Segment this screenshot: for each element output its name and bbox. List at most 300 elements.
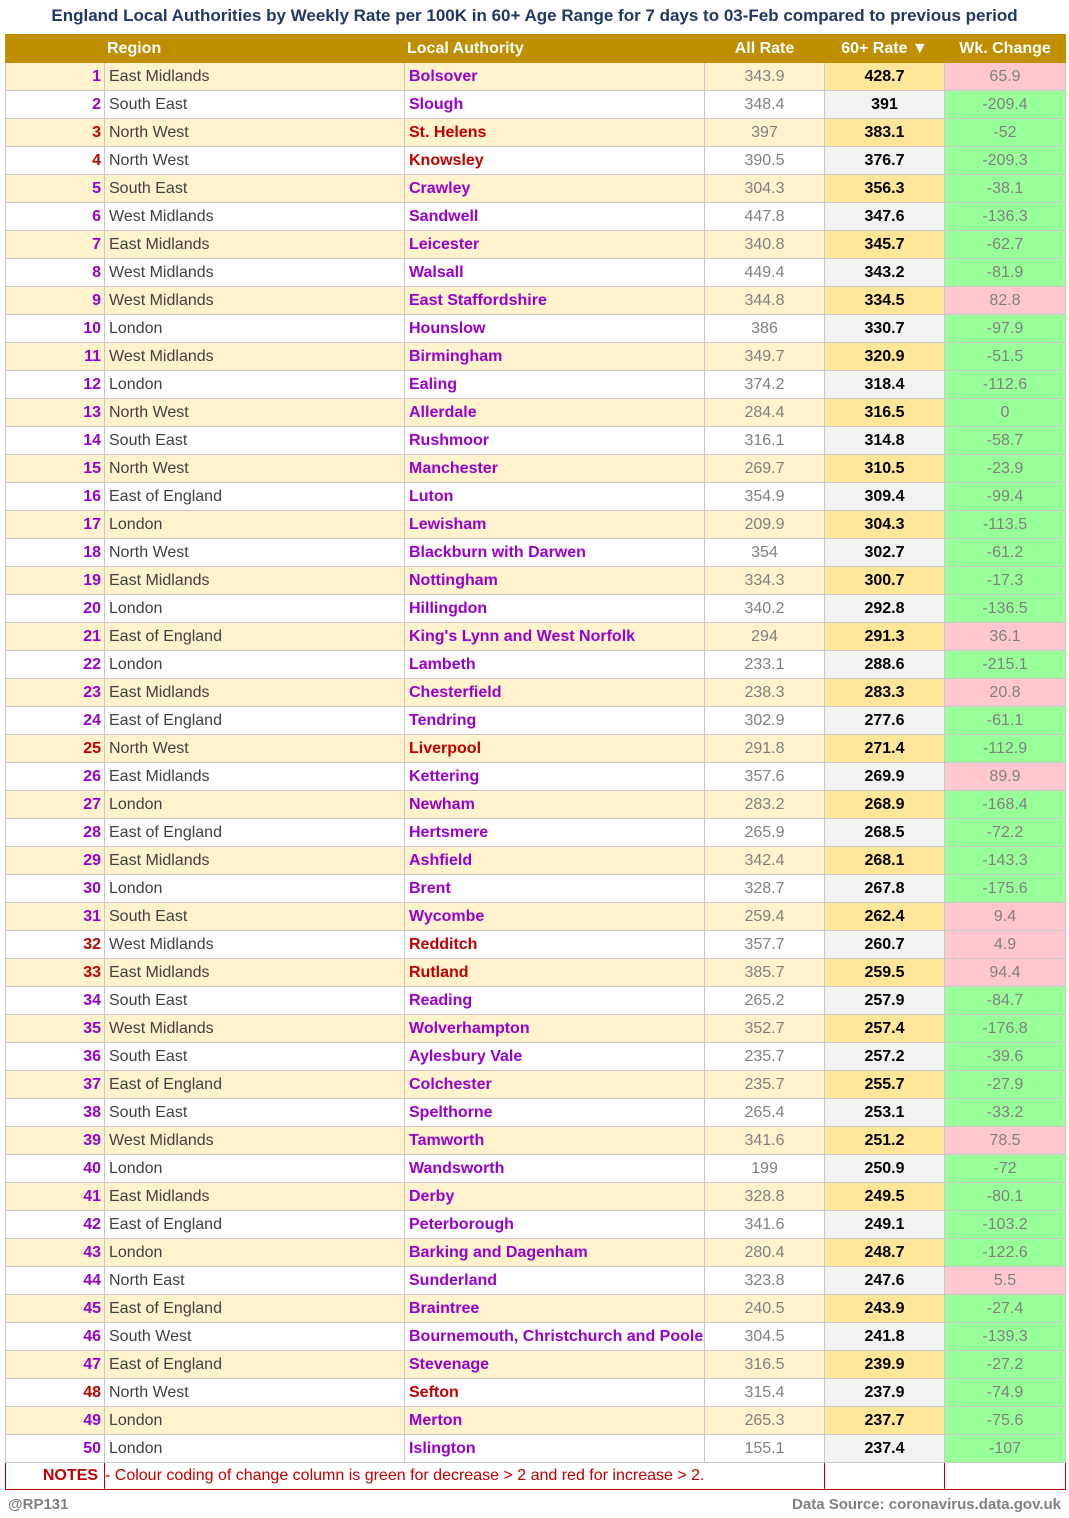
rate-60plus-cell: 428.7 — [825, 63, 945, 91]
table-row — [6, 595, 1066, 623]
weekly-change-cell: 20.8 — [945, 679, 1066, 707]
rate-60plus-cell: 310.5 — [825, 455, 945, 483]
all-rate-cell: 340.2 — [705, 595, 825, 623]
weekly-change-cell: 36.1 — [945, 623, 1066, 651]
local-authority-cell: Knowsley — [405, 147, 705, 175]
rank-cell: 33 — [6, 959, 105, 987]
rate-60plus-cell: 250.9 — [825, 1155, 945, 1183]
weekly-change-cell: -176.8 — [945, 1015, 1066, 1043]
rank-cell: 43 — [6, 1239, 105, 1267]
region-cell: East Midlands — [105, 63, 405, 91]
local-authority-cell: Ealing — [405, 371, 705, 399]
region-cell: East of England — [105, 1071, 405, 1099]
rank-cell: 39 — [6, 1127, 105, 1155]
rate-60plus-cell: 269.9 — [825, 763, 945, 791]
table-row — [6, 1435, 1066, 1463]
all-rate-cell: 349.7 — [705, 343, 825, 371]
all-rate-cell: 304.3 — [705, 175, 825, 203]
table-row — [6, 399, 1066, 427]
weekly-change-cell: -209.3 — [945, 147, 1066, 175]
all-rate-cell: 340.8 — [705, 231, 825, 259]
weekly-change-cell: -75.6 — [945, 1407, 1066, 1435]
weekly-change-cell: -39.6 — [945, 1043, 1066, 1071]
all-rate-cell: 283.2 — [705, 791, 825, 819]
table-row — [6, 1183, 1066, 1211]
all-rate-cell: 357.6 — [705, 763, 825, 791]
table-row — [6, 511, 1066, 539]
table-row — [6, 819, 1066, 847]
local-authority-cell: Leicester — [405, 231, 705, 259]
region-cell: East Midlands — [105, 1183, 405, 1211]
local-authority-cell: Lewisham — [405, 511, 705, 539]
rate-60plus-cell: 292.8 — [825, 595, 945, 623]
weekly-change-cell: -97.9 — [945, 315, 1066, 343]
all-rate-cell: 294 — [705, 623, 825, 651]
region-cell: London — [105, 1239, 405, 1267]
region-cell: North West — [105, 119, 405, 147]
rate-60plus-cell: 248.7 — [825, 1239, 945, 1267]
weekly-change-cell: 9.4 — [945, 903, 1066, 931]
rate-60plus-cell: 376.7 — [825, 147, 945, 175]
rank-cell: 12 — [6, 371, 105, 399]
local-authority-cell: Liverpool — [405, 735, 705, 763]
region-cell: South East — [105, 1099, 405, 1127]
local-authority-cell: Derby — [405, 1183, 705, 1211]
weekly-change-cell: -74.9 — [945, 1379, 1066, 1407]
rate-60plus-cell: 383.1 — [825, 119, 945, 147]
table-row — [6, 203, 1066, 231]
table-row — [6, 763, 1066, 791]
rank-cell: 29 — [6, 847, 105, 875]
rank-cell: 41 — [6, 1183, 105, 1211]
table-row — [6, 1351, 1066, 1379]
region-cell: West Midlands — [105, 1127, 405, 1155]
rate-60plus-cell: 277.6 — [825, 707, 945, 735]
all-rate-cell: 235.7 — [705, 1043, 825, 1071]
table-row — [6, 651, 1066, 679]
rate-60plus-cell: 268.1 — [825, 847, 945, 875]
all-rate-cell: 265.3 — [705, 1407, 825, 1435]
all-rate-cell: 291.8 — [705, 735, 825, 763]
rank-cell: 47 — [6, 1351, 105, 1379]
weekly-change-cell: 94.4 — [945, 959, 1066, 987]
local-authority-cell: Reading — [405, 987, 705, 1015]
all-rate-cell: 328.7 — [705, 875, 825, 903]
region-cell: East of England — [105, 707, 405, 735]
rank-cell: 4 — [6, 147, 105, 175]
rank-cell: 45 — [6, 1295, 105, 1323]
all-rate-cell: 259.4 — [705, 903, 825, 931]
rank-cell: 32 — [6, 931, 105, 959]
local-authority-cell: Stevenage — [405, 1351, 705, 1379]
table-row — [6, 931, 1066, 959]
rank-cell: 44 — [6, 1267, 105, 1295]
all-rate-cell: 323.8 — [705, 1267, 825, 1295]
table-row — [6, 903, 1066, 931]
notes-text: - Colour coding of change column is green for decrease > 2 and red for increase > 2. — [105, 1463, 825, 1490]
region-cell: East Midlands — [105, 959, 405, 987]
rank-cell: 20 — [6, 595, 105, 623]
notes-empty-cell — [825, 1463, 945, 1490]
all-rate-cell: 334.3 — [705, 567, 825, 595]
all-rate-cell: 302.9 — [705, 707, 825, 735]
rate-60plus-cell: 302.7 — [825, 539, 945, 567]
region-cell: West Midlands — [105, 203, 405, 231]
region-cell: London — [105, 1435, 405, 1463]
region-cell: London — [105, 315, 405, 343]
region-cell: East Midlands — [105, 567, 405, 595]
region-cell: West Midlands — [105, 287, 405, 315]
table-row — [6, 1267, 1066, 1295]
all-rate-cell: 265.2 — [705, 987, 825, 1015]
table-row — [6, 343, 1066, 371]
all-rate-cell: 265.9 — [705, 819, 825, 847]
all-rate-cell: 449.4 — [705, 259, 825, 287]
region-cell: North East — [105, 1267, 405, 1295]
rate-60plus-cell: 271.4 — [825, 735, 945, 763]
table-row — [6, 623, 1066, 651]
local-authority-cell: Allerdale — [405, 399, 705, 427]
rate-60plus-cell: 391 — [825, 91, 945, 119]
all-rate-cell: 386 — [705, 315, 825, 343]
local-authority-cell: Hertsmere — [405, 819, 705, 847]
table-row — [6, 371, 1066, 399]
rate-60plus-cell: 249.5 — [825, 1183, 945, 1211]
all-rate-cell: 447.8 — [705, 203, 825, 231]
all-rate-cell: 352.7 — [705, 1015, 825, 1043]
weekly-change-cell: 82.8 — [945, 287, 1066, 315]
all-rate-cell: 328.8 — [705, 1183, 825, 1211]
region-cell: London — [105, 651, 405, 679]
rank-cell: 9 — [6, 287, 105, 315]
region-cell: West Midlands — [105, 1015, 405, 1043]
header-60plus-rate[interactable]: 60+ Rate ▼ — [825, 35, 945, 63]
weekly-change-cell: -103.2 — [945, 1211, 1066, 1239]
all-rate-cell: 155.1 — [705, 1435, 825, 1463]
rate-60plus-cell: 243.9 — [825, 1295, 945, 1323]
table-row — [6, 567, 1066, 595]
region-cell: East Midlands — [105, 847, 405, 875]
all-rate-cell: 354 — [705, 539, 825, 567]
local-authority-cell: Wandsworth — [405, 1155, 705, 1183]
local-authority-cell: Wolverhampton — [405, 1015, 705, 1043]
region-cell: North West — [105, 1379, 405, 1407]
weekly-change-cell: -61.2 — [945, 539, 1066, 567]
weekly-change-cell: 0 — [945, 399, 1066, 427]
local-authority-cell: Ashfield — [405, 847, 705, 875]
rank-cell: 19 — [6, 567, 105, 595]
local-authority-cell: Nottingham — [405, 567, 705, 595]
local-authority-cell: King's Lynn and West Norfolk — [405, 623, 705, 651]
local-authority-cell: Birmingham — [405, 343, 705, 371]
weekly-change-cell: -27.9 — [945, 1071, 1066, 1099]
weekly-change-cell: -33.2 — [945, 1099, 1066, 1127]
page-title: England Local Authorities by Weekly Rate per 100K in 60+ Age Range for 7 days to 03-Feb compared to previous period — [51, 6, 1018, 25]
table-row — [6, 63, 1066, 91]
weekly-change-cell: 89.9 — [945, 763, 1066, 791]
local-authority-cell: Rushmoor — [405, 427, 705, 455]
weekly-change-cell: -27.2 — [945, 1351, 1066, 1379]
region-cell: London — [105, 1155, 405, 1183]
rank-cell: 2 — [6, 91, 105, 119]
region-cell: South East — [105, 1043, 405, 1071]
rate-60plus-cell: 343.2 — [825, 259, 945, 287]
rank-cell: 35 — [6, 1015, 105, 1043]
weekly-change-cell: -61.1 — [945, 707, 1066, 735]
weekly-change-cell: -51.5 — [945, 343, 1066, 371]
all-rate-cell: 357.7 — [705, 931, 825, 959]
local-authority-cell: Peterborough — [405, 1211, 705, 1239]
notes-empty-cell — [945, 1463, 1066, 1490]
table-row — [6, 427, 1066, 455]
rank-cell: 30 — [6, 875, 105, 903]
rank-cell: 46 — [6, 1323, 105, 1351]
weekly-change-cell: -168.4 — [945, 791, 1066, 819]
header-all-rate[interactable]: All Rate — [705, 35, 825, 63]
region-cell: East of England — [105, 1295, 405, 1323]
weekly-change-cell: -80.1 — [945, 1183, 1066, 1211]
region-cell: West Midlands — [105, 343, 405, 371]
all-rate-cell: 341.6 — [705, 1211, 825, 1239]
rank-cell: 18 — [6, 539, 105, 567]
rank-cell: 14 — [6, 427, 105, 455]
table-row — [6, 707, 1066, 735]
all-rate-cell: 233.1 — [705, 651, 825, 679]
table-row — [6, 847, 1066, 875]
table-row — [6, 147, 1066, 175]
notes-row — [6, 1463, 1066, 1490]
region-cell: East of England — [105, 1211, 405, 1239]
table-row — [6, 1099, 1066, 1127]
region-cell: London — [105, 371, 405, 399]
rank-cell: 38 — [6, 1099, 105, 1127]
weekly-change-cell: -17.3 — [945, 567, 1066, 595]
weekly-change-cell: -62.7 — [945, 231, 1066, 259]
weekly-change-cell: -27.4 — [945, 1295, 1066, 1323]
local-authority-cell: Hillingdon — [405, 595, 705, 623]
rate-60plus-cell: 262.4 — [825, 903, 945, 931]
local-authority-cell: Slough — [405, 91, 705, 119]
region-cell: South East — [105, 427, 405, 455]
weekly-change-cell: -139.3 — [945, 1323, 1066, 1351]
rank-cell: 15 — [6, 455, 105, 483]
local-authority-cell: Brent — [405, 875, 705, 903]
table-row — [6, 1407, 1066, 1435]
rank-cell: 1 — [6, 63, 105, 91]
rate-60plus-cell: 241.8 — [825, 1323, 945, 1351]
rate-60plus-cell: 237.7 — [825, 1407, 945, 1435]
header-local-authority[interactable]: Local Authority — [405, 35, 705, 63]
all-rate-cell: 284.4 — [705, 399, 825, 427]
region-cell: East Midlands — [105, 231, 405, 259]
rate-60plus-cell: 304.3 — [825, 511, 945, 539]
rate-60plus-cell: 318.4 — [825, 371, 945, 399]
header-row — [6, 35, 1066, 63]
rank-cell: 22 — [6, 651, 105, 679]
rank-cell: 34 — [6, 987, 105, 1015]
all-rate-cell: 209.9 — [705, 511, 825, 539]
rate-60plus-cell: 309.4 — [825, 483, 945, 511]
region-cell: East of England — [105, 819, 405, 847]
all-rate-cell: 385.7 — [705, 959, 825, 987]
weekly-change-cell: -215.1 — [945, 651, 1066, 679]
region-cell: North West — [105, 735, 405, 763]
region-cell: East Midlands — [105, 763, 405, 791]
table-row — [6, 1015, 1066, 1043]
rate-60plus-cell: 268.5 — [825, 819, 945, 847]
rank-cell: 3 — [6, 119, 105, 147]
weekly-change-cell: -58.7 — [945, 427, 1066, 455]
weekly-change-cell: -143.3 — [945, 847, 1066, 875]
region-cell: West Midlands — [105, 259, 405, 287]
table-row — [6, 791, 1066, 819]
all-rate-cell: 344.8 — [705, 287, 825, 315]
rate-60plus-cell: 247.6 — [825, 1267, 945, 1295]
header-weekly-change[interactable]: Wk. Change — [945, 35, 1066, 63]
region-cell: East of England — [105, 623, 405, 651]
all-rate-cell: 354.9 — [705, 483, 825, 511]
table-row — [6, 875, 1066, 903]
rank-cell: 24 — [6, 707, 105, 735]
all-rate-cell: 343.9 — [705, 63, 825, 91]
table-row — [6, 259, 1066, 287]
all-rate-cell: 342.4 — [705, 847, 825, 875]
rate-60plus-cell: 260.7 — [825, 931, 945, 959]
rate-60plus-cell: 345.7 — [825, 231, 945, 259]
rate-60plus-cell: 237.4 — [825, 1435, 945, 1463]
region-cell: South West — [105, 1323, 405, 1351]
all-rate-cell: 240.5 — [705, 1295, 825, 1323]
local-authority-cell: Wycombe — [405, 903, 705, 931]
table-row — [6, 91, 1066, 119]
all-rate-cell: 390.5 — [705, 147, 825, 175]
local-authority-cell: Crawley — [405, 175, 705, 203]
region-cell: West Midlands — [105, 931, 405, 959]
local-authority-cell: Manchester — [405, 455, 705, 483]
rank-cell: 40 — [6, 1155, 105, 1183]
weekly-change-cell: -84.7 — [945, 987, 1066, 1015]
weekly-change-cell: -72.2 — [945, 819, 1066, 847]
local-authority-cell: Redditch — [405, 931, 705, 959]
region-cell: North West — [105, 539, 405, 567]
rate-60plus-cell: 316.5 — [825, 399, 945, 427]
local-authority-cell: Blackburn with Darwen — [405, 539, 705, 567]
region-cell: East of England — [105, 1351, 405, 1379]
local-authority-cell: Luton — [405, 483, 705, 511]
rank-cell: 21 — [6, 623, 105, 651]
local-authority-cell: Islington — [405, 1435, 705, 1463]
rank-cell: 25 — [6, 735, 105, 763]
rate-60plus-cell: 268.9 — [825, 791, 945, 819]
all-rate-cell: 235.7 — [705, 1071, 825, 1099]
region-cell: London — [105, 511, 405, 539]
local-authority-cell: East Staffordshire — [405, 287, 705, 315]
rank-cell: 28 — [6, 819, 105, 847]
weekly-change-cell: -112.6 — [945, 371, 1066, 399]
footer-author: @RP131 — [8, 1496, 69, 1513]
rate-60plus-cell: 257.9 — [825, 987, 945, 1015]
all-rate-cell: 341.6 — [705, 1127, 825, 1155]
rank-cell: 17 — [6, 511, 105, 539]
all-rate-cell: 265.4 — [705, 1099, 825, 1127]
local-authority-cell: Sandwell — [405, 203, 705, 231]
rank-cell: 16 — [6, 483, 105, 511]
rate-60plus-cell: 356.3 — [825, 175, 945, 203]
header-region[interactable]: Region — [105, 35, 405, 63]
local-authority-cell: Rutland — [405, 959, 705, 987]
table-row — [6, 119, 1066, 147]
local-authority-cell: Braintree — [405, 1295, 705, 1323]
region-cell: London — [105, 791, 405, 819]
rate-60plus-cell: 251.2 — [825, 1127, 945, 1155]
local-authority-cell: Bournemouth, Christchurch and Poole — [405, 1323, 705, 1351]
rate-60plus-cell: 291.3 — [825, 623, 945, 651]
rank-cell: 7 — [6, 231, 105, 259]
rate-60plus-cell: 320.9 — [825, 343, 945, 371]
all-rate-cell: 316.5 — [705, 1351, 825, 1379]
table-row — [6, 1155, 1066, 1183]
all-rate-cell: 238.3 — [705, 679, 825, 707]
local-authority-cell: Sefton — [405, 1379, 705, 1407]
region-cell: South East — [105, 175, 405, 203]
rank-cell: 11 — [6, 343, 105, 371]
table-row — [6, 1239, 1066, 1267]
weekly-change-cell: -175.6 — [945, 875, 1066, 903]
table-row — [6, 1295, 1066, 1323]
region-cell: South East — [105, 987, 405, 1015]
region-cell: London — [105, 595, 405, 623]
rate-60plus-cell: 288.6 — [825, 651, 945, 679]
weekly-change-cell: 5.5 — [945, 1267, 1066, 1295]
notes-label: NOTES — [6, 1463, 105, 1490]
rank-cell: 26 — [6, 763, 105, 791]
rank-cell: 13 — [6, 399, 105, 427]
local-authority-cell: Lambeth — [405, 651, 705, 679]
rate-60plus-cell: 283.3 — [825, 679, 945, 707]
rate-60plus-cell: 267.8 — [825, 875, 945, 903]
weekly-change-cell: -113.5 — [945, 511, 1066, 539]
all-rate-cell: 269.7 — [705, 455, 825, 483]
all-rate-cell: 304.5 — [705, 1323, 825, 1351]
weekly-change-cell: -52 — [945, 119, 1066, 147]
rank-cell: 48 — [6, 1379, 105, 1407]
region-cell: London — [105, 1407, 405, 1435]
header-rank — [6, 35, 105, 63]
table-row — [6, 1043, 1066, 1071]
rate-60plus-cell: 259.5 — [825, 959, 945, 987]
weekly-change-cell: -122.6 — [945, 1239, 1066, 1267]
all-rate-cell: 199 — [705, 1155, 825, 1183]
table-row — [6, 1211, 1066, 1239]
rank-cell: 6 — [6, 203, 105, 231]
rank-cell: 37 — [6, 1071, 105, 1099]
local-authority-cell: Sunderland — [405, 1267, 705, 1295]
rank-cell: 8 — [6, 259, 105, 287]
local-authority-cell: Barking and Dagenham — [405, 1239, 705, 1267]
rate-60plus-cell: 237.9 — [825, 1379, 945, 1407]
rate-60plus-cell: 239.9 — [825, 1351, 945, 1379]
local-authority-cell: St. Helens — [405, 119, 705, 147]
local-authority-cell: Aylesbury Vale — [405, 1043, 705, 1071]
rank-cell: 27 — [6, 791, 105, 819]
rank-cell: 5 — [6, 175, 105, 203]
table-row — [6, 315, 1066, 343]
all-rate-cell: 315.4 — [705, 1379, 825, 1407]
rate-60plus-cell: 249.1 — [825, 1211, 945, 1239]
rate-60plus-cell: 314.8 — [825, 427, 945, 455]
rank-cell: 42 — [6, 1211, 105, 1239]
table-row — [6, 539, 1066, 567]
